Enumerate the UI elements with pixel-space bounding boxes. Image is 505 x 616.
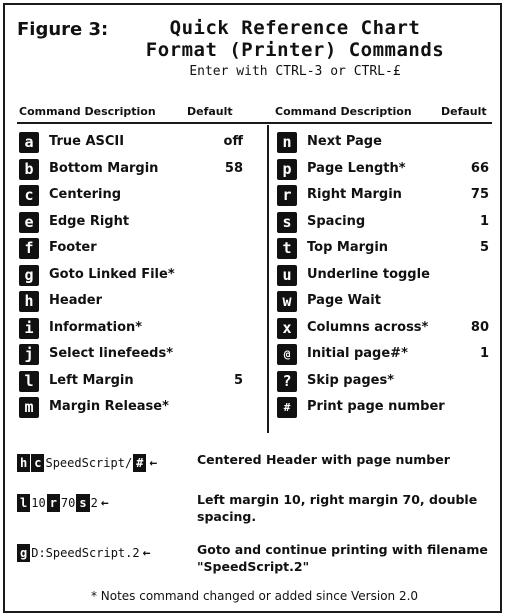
command-key: @: [277, 344, 297, 365]
example-text: 2: [90, 496, 98, 510]
command-row: [19, 317, 259, 344]
right-default-header: Default: [441, 105, 487, 118]
example-description: Goto and continue printing with filename "SpeedScript.2": [197, 542, 488, 574]
command-row: [277, 211, 493, 238]
example-key: #: [133, 454, 146, 472]
example-code: [17, 453, 157, 473]
command-row: [277, 237, 493, 264]
example-row: [17, 489, 497, 539]
left-desc-header: Command Description: [19, 105, 156, 118]
figure-label: Figure 3:: [17, 19, 109, 40]
header-rule: [17, 122, 492, 124]
command-key: f: [19, 238, 39, 259]
command-row: [277, 396, 493, 423]
example-description: Centered Header with page number: [197, 452, 450, 467]
command-key: u: [277, 265, 297, 286]
right-desc-header: Command Description: [275, 105, 412, 118]
title-line-2: Format (Printer) Commands: [145, 39, 445, 61]
example-description: Left margin 10, right margin 70, double spacing.: [197, 492, 478, 524]
command-label: Skip pages*: [307, 372, 395, 388]
command-default: 5: [479, 240, 489, 255]
command-label: Centering: [49, 187, 122, 202]
command-label: Columns across*: [307, 319, 429, 335]
command-label: Select linefeeds*: [49, 346, 174, 361]
command-row: [19, 211, 259, 238]
examples-list: [17, 449, 497, 589]
command-default: 80: [470, 319, 489, 335]
command-label: Page Length*: [307, 160, 406, 176]
subtitle: Enter with CTRL-3 or CTRL-£: [189, 64, 401, 79]
command-default: 1: [479, 346, 489, 361]
command-label: Underline toggle: [307, 266, 430, 282]
right-command-list: [277, 131, 493, 423]
command-row: [19, 290, 259, 317]
command-row: [277, 317, 493, 344]
command-label: Spacing: [307, 213, 366, 229]
command-key: ?: [277, 371, 297, 392]
left-arrow-icon: ←: [100, 495, 109, 511]
command-row: [19, 131, 259, 158]
example-key: l: [17, 494, 30, 512]
command-label: Print page number: [307, 399, 445, 414]
command-key: e: [19, 212, 39, 233]
example-key: c: [31, 454, 44, 472]
command-row: [19, 370, 259, 397]
reference-chart: [3, 3, 502, 613]
command-label: Next Page: [307, 134, 382, 149]
command-key: w: [277, 291, 297, 312]
command-key: x: [277, 318, 297, 339]
command-row: [19, 184, 259, 211]
command-label: Right Margin: [307, 187, 402, 202]
example-text: 10: [31, 496, 46, 510]
command-label: Page Wait: [307, 293, 381, 308]
command-key: l: [19, 371, 39, 392]
command-key: r: [277, 185, 297, 206]
command-key: h: [19, 291, 39, 312]
command-label: Footer: [49, 240, 97, 255]
left-command-list: [19, 131, 259, 423]
command-row: [277, 370, 493, 397]
command-label: Top Margin: [307, 240, 389, 255]
left-column-header: [19, 105, 247, 123]
command-key: b: [19, 159, 39, 180]
command-label: Goto Linked File*: [49, 266, 175, 282]
command-label: Margin Release*: [49, 399, 169, 414]
left-arrow-icon: ←: [149, 455, 158, 471]
example-key: g: [17, 544, 30, 562]
left-arrow-icon: ←: [142, 545, 151, 561]
command-key: s: [277, 212, 297, 233]
footnote: * Notes command changed or added since Version 2.0: [90, 589, 419, 603]
example-key: s: [76, 494, 89, 512]
left-default-header: Default: [187, 105, 233, 118]
command-default: off: [223, 134, 243, 149]
right-column-header: [275, 105, 497, 123]
command-label: Header: [49, 293, 103, 308]
command-key: g: [19, 265, 39, 286]
column-divider: [267, 125, 269, 433]
example-code: [17, 493, 109, 513]
command-label: Edge Right: [49, 213, 130, 229]
title-block: [105, 17, 485, 81]
command-row: [19, 343, 259, 370]
example-key: r: [47, 494, 60, 512]
command-key: #: [277, 397, 297, 418]
command-row: [277, 343, 493, 370]
title-line-1: Quick Reference Chart: [169, 17, 421, 39]
command-row: [277, 184, 493, 211]
command-key: p: [277, 159, 297, 180]
command-row: [277, 131, 493, 158]
example-row: [17, 539, 497, 589]
command-label: True ASCII: [49, 134, 125, 149]
command-key: a: [19, 132, 39, 153]
command-row: [19, 158, 259, 185]
command-row: [277, 290, 493, 317]
command-key: c: [19, 185, 39, 206]
command-key: j: [19, 344, 39, 365]
command-row: [19, 264, 259, 291]
command-key: n: [277, 132, 297, 153]
command-row: [277, 158, 493, 185]
command-row: [277, 264, 493, 291]
command-row: [19, 237, 259, 264]
example-key: h: [17, 454, 30, 472]
example-text: 70: [60, 496, 76, 510]
command-default: 58: [224, 160, 243, 176]
command-default: 66: [470, 160, 489, 176]
command-label: Left Margin: [49, 372, 134, 388]
command-default: 1: [479, 213, 489, 229]
command-default: 5: [233, 372, 243, 388]
command-default: 75: [470, 187, 489, 202]
command-key: m: [19, 397, 39, 418]
example-code: [17, 543, 150, 563]
command-key: t: [277, 238, 297, 259]
command-label: Bottom Margin: [49, 160, 159, 176]
command-label: Information*: [49, 319, 143, 335]
example-text: SpeedScript/: [45, 456, 133, 470]
command-key: i: [19, 318, 39, 339]
example-text: D:SpeedScript.2: [31, 546, 140, 560]
command-row: [19, 396, 259, 423]
command-label: Initial page#*: [307, 346, 408, 361]
example-row: [17, 449, 497, 489]
